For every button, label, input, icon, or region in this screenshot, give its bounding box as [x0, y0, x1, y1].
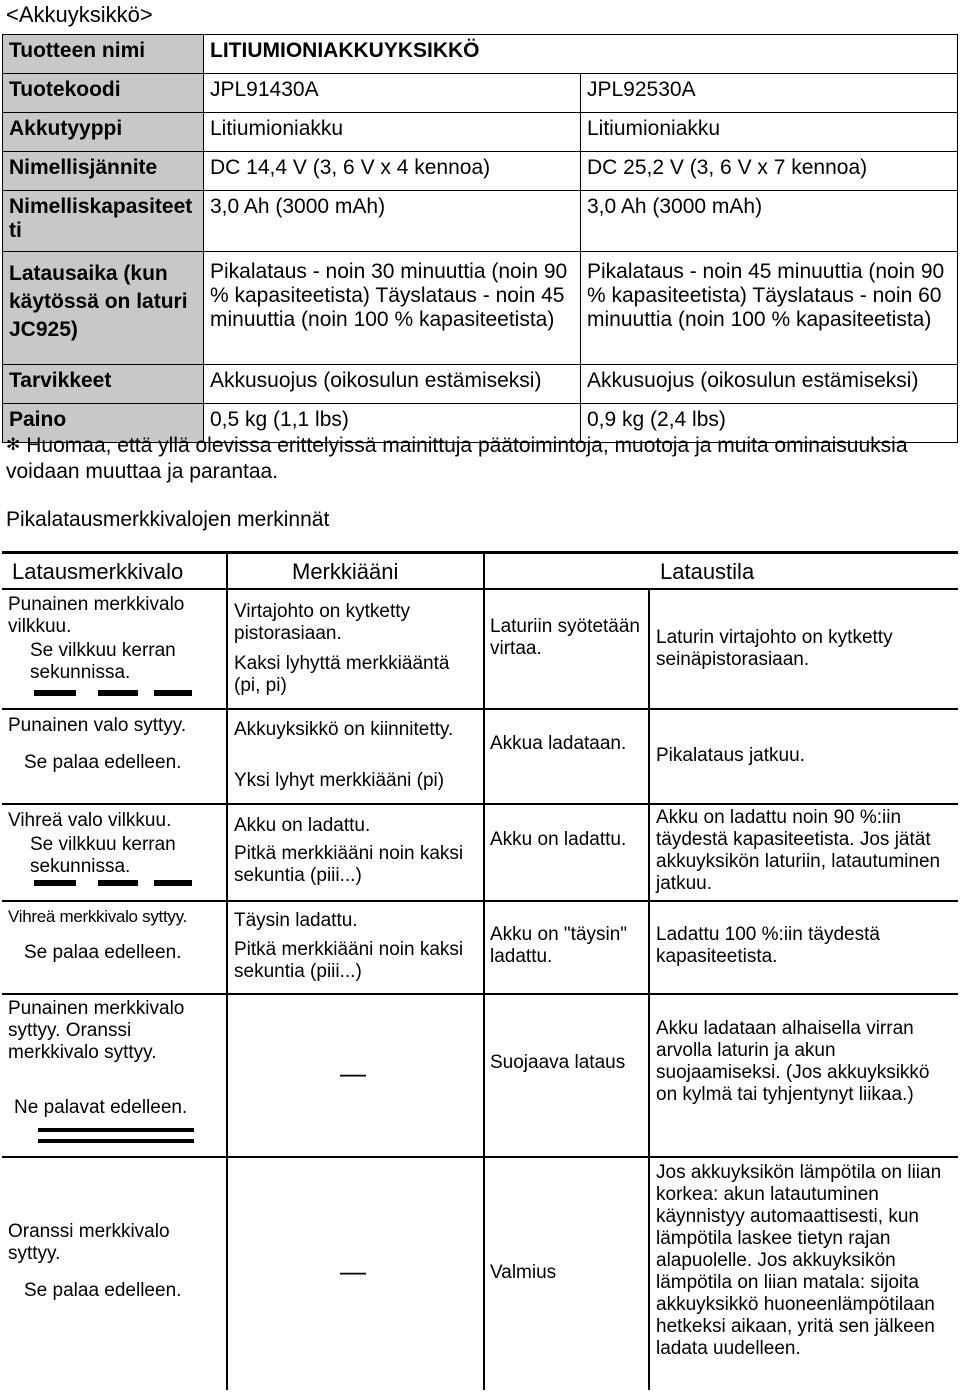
status-table-header [2, 551, 958, 590]
state-desc: Akku on ladattu noin 90 %:iin täydestä kapasiteetista. Jos jätät akkuyksikön laturiin, latautuminen jatkuu. [656, 807, 941, 894]
spec-value: LITIUMIONIAKKUYKSIKKÖ [204, 35, 958, 74]
divider [2, 708, 958, 710]
table-row [3, 152, 958, 191]
beep-text: Täysin ladattu. [234, 910, 358, 931]
spec-value: Akkusuojus (oikosulun estämiseksi) [581, 365, 958, 404]
spec-value: DC 14,4 V (3, 6 V x 4 kennoa) [204, 152, 581, 191]
section-title: Pikalatausmerkkivalojen merkinnät [6, 508, 330, 531]
state-text: Akku on ladattu. [490, 829, 627, 850]
state-desc: Jos akkuyksikön lämpötila on liian korkea: akun latautuminen käynnistyy automaattisesti, kun lämpötila laskee tietyn rajan alapuolelle. Jos akkuyksikön lämpötila on liian matala: sijoita akkuyksikkö huoneenlämpötilaan hetkeksi aikaan, yritä sen jälkeen ladata uudelleen. [656, 1162, 942, 1359]
light-detail: Se vilkkuu kerran sekunnissa. [30, 640, 176, 683]
spec-label: Akkutyyppi [3, 113, 204, 152]
header-state: Lataustila [660, 559, 755, 584]
spec-value: 3,0 Ah (3000 mAh) [204, 191, 581, 252]
divider [2, 993, 958, 995]
spec-value: Litiumioniakku [204, 113, 581, 152]
asterisk-icon: ✻ [6, 435, 21, 454]
table-row [3, 191, 958, 252]
spec-value: 0,9 kg (2,4 lbs) [581, 404, 958, 443]
state-text: Akkua ladataan. [490, 733, 627, 754]
beep-text: Akkuyksikkö on kiinnitetty. [234, 719, 454, 740]
state-text: Valmius [490, 1262, 557, 1283]
blink-indicator [98, 880, 138, 886]
beep-detail: Kaksi lyhyttä merkkiääntä (pi, pi) [234, 653, 450, 696]
divider [648, 590, 650, 1390]
page-title: <Akkuyksikkö> [6, 2, 153, 27]
beep-detail: Yksi lyhyt merkkiääni (pi) [234, 770, 445, 791]
blink-indicator [98, 690, 138, 696]
light-detail: Se palaa edelleen. [24, 752, 182, 773]
table-row [3, 74, 958, 113]
blink-indicator [154, 690, 192, 696]
divider [483, 554, 485, 588]
state-desc: Laturin virtajohto on kytketty seinäpistorasiaan. [656, 627, 893, 670]
table-row [3, 252, 958, 365]
note-text: Huomaa, että yllä olevissa erittelyissä mainittuja päätoimintoja, muotoja ja muita ominaisuuksia voidaan muuttaa ja parantaa. [6, 434, 908, 483]
spec-label: Nimellisjännite [3, 152, 204, 191]
table-row [3, 35, 958, 74]
light-detail: Se vilkkuu kerran sekunnissa. [30, 834, 176, 877]
light-detail: Se palaa edelleen. [24, 1280, 182, 1301]
steady-indicator [38, 1128, 194, 1132]
state-text: Suojaava lataus [490, 1052, 626, 1073]
steady-indicator [38, 1139, 194, 1143]
spec-value: DC 25,2 V (3, 6 V x 7 kennoa) [581, 152, 958, 191]
table-row [3, 113, 958, 152]
light-text: Oranssi merkkivalo syttyy. [8, 1221, 170, 1264]
spec-value: Pikalataus - noin 30 minuuttia (noin 90 % kapasiteetista) Täyslataus - noin 45 minuuttia (noin 100 % kapasiteetista) [204, 252, 581, 365]
divider [226, 554, 228, 588]
state-text: Laturiin syötetään virtaa. [490, 616, 640, 659]
header-light: Latausmerkkivalo [12, 559, 184, 584]
divider [483, 590, 485, 1390]
state-text: Akku on "täysin" ladattu. [490, 924, 628, 967]
table-row [3, 365, 958, 404]
light-detail: Ne palavat edelleen. [14, 1097, 188, 1118]
beep-detail: Pitkä merkkiääni noin kaksi sekuntia (piii...) [234, 939, 464, 982]
header-beep: Merkkiääni [292, 559, 399, 584]
spec-label: Latausaika (kun käytössä on laturi JC925) [3, 252, 204, 365]
spec-label: Paino [3, 404, 204, 443]
divider [2, 900, 958, 902]
spec-note [6, 432, 946, 485]
divider [2, 588, 958, 590]
spec-value: JPL91430A [204, 74, 581, 113]
divider [2, 803, 958, 805]
light-text: Vihreä valo vilkkuu. [8, 810, 172, 831]
beep-text: — [340, 1256, 366, 1286]
blink-indicator [154, 880, 192, 886]
divider [2, 1156, 958, 1158]
light-detail: Se palaa edelleen. [24, 942, 182, 963]
spec-value: JPL92530A [581, 74, 958, 113]
beep-text: Virtajohto on kytketty pistorasiaan. [234, 601, 411, 644]
spec-table [2, 34, 958, 443]
spec-value: Pikalataus - noin 45 minuuttia (noin 90 % kapasiteetista) Täyslataus - noin 60 minuuttia (noin 100 % kapasiteetista) [581, 252, 958, 365]
blink-indicator [34, 880, 76, 886]
spec-label: Tuotteen nimi [3, 35, 204, 74]
beep-text: Akku on ladattu. [234, 815, 371, 836]
state-desc: Pikalataus jatkuu. [656, 745, 805, 766]
spec-label: Tuotekoodi [3, 74, 204, 113]
spec-label: Nimelliskapasiteetti [3, 191, 204, 252]
spec-value: 0,5 kg (1,1 lbs) [204, 404, 581, 443]
divider [226, 590, 228, 1390]
beep-detail: Pitkä merkkiääni noin kaksi sekuntia (piii...) [234, 843, 464, 886]
spec-label: Tarvikkeet [3, 365, 204, 404]
state-desc: Ladattu 100 %:iin täydestä kapasiteetista. [656, 924, 880, 967]
spec-value: Akkusuojus (oikosulun estämiseksi) [204, 365, 581, 404]
light-text: Punainen merkkivalo vilkkuu. [8, 594, 185, 637]
state-desc: Akku ladataan alhaisella virran arvolla laturin ja akun suojaamiseksi. (Jos akkuyksikkö on kylmä tai tyhjentynyt liikaa.) [656, 1018, 930, 1105]
light-text: Vihreä merkkivalo syttyy. [8, 907, 187, 926]
spec-value: Litiumioniakku [581, 113, 958, 152]
blink-indicator [34, 690, 76, 696]
spec-value: 3,0 Ah (3000 mAh) [581, 191, 958, 252]
light-text: Punainen valo syttyy. [8, 715, 187, 736]
beep-text: — [340, 1058, 366, 1088]
light-text: Punainen merkkivalo syttyy. Oranssi merkkivalo syttyy. [8, 998, 185, 1063]
